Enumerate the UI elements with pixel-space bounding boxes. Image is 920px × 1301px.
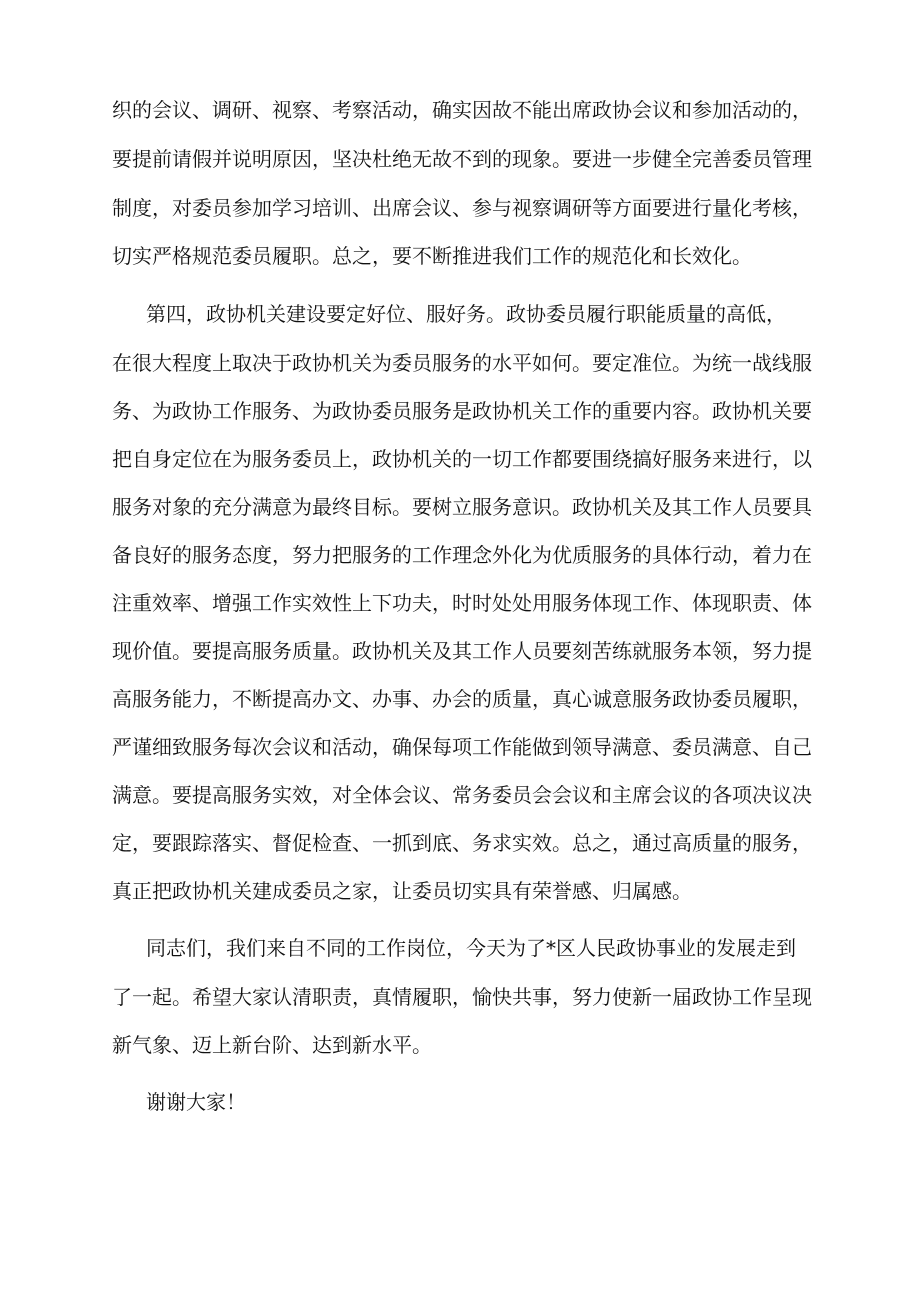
text-line: 织的会议、调研、视察、考察活动，确实因故不能出席政协会议和参加活动的， bbox=[112, 98, 812, 122]
text-line: 要提前请假并说明原因，坚决杜绝无故不到的现象。要进一步健全完善委员管理 bbox=[112, 147, 812, 171]
text-line: 满意。要提高服务实效，对全体会议、常务委员会会议和主席会议的各项决议决 bbox=[112, 783, 812, 807]
text-line: 高服务能力，不断提高办文、办事、办会的质量，真心诚意服务政协委员履职， bbox=[112, 687, 812, 711]
text-line: 新气象、迈上新台阶、达到新水平。 bbox=[112, 1033, 432, 1057]
text-line: 同志们，我们来自不同的工作岗位，今天为了*区人民政协事业的发展走到 bbox=[146, 936, 796, 960]
text-line: 注重效率、增强工作实效性上下功夫，时时处处用服务体现工作、体现职责、体 bbox=[112, 591, 812, 615]
text-line: 备良好的服务态度，努力把服务的工作理念外化为优质服务的具体行动，着力在 bbox=[112, 543, 812, 567]
closing-line: 谢谢大家！ bbox=[146, 1090, 246, 1114]
text-line: 定，要跟踪落实、督促检查、一抓到底、务求实效。总之，通过高质量的服务， bbox=[112, 831, 812, 855]
text-line: 现价值。要提高服务质量。政协机关及其工作人员要刻苦练就服务本领，努力提 bbox=[112, 639, 812, 663]
text-line: 了一起。希望大家认清职责，真情履职，愉快共事，努力使新一届政协工作呈现 bbox=[112, 985, 812, 1009]
text-line: 把自身定位在为服务委员上，政协机关的一切工作都要围绕搞好服务来进行，以 bbox=[112, 447, 812, 471]
text-line: 第四，政协机关建设要定好位、服好务。政协委员履行职能质量的高低， bbox=[146, 302, 786, 326]
text-line: 严谨细致服务每次会议和活动，确保每项工作能做到领导满意、委员满意、自己 bbox=[112, 735, 812, 759]
text-line: 切实严格规范委员履职。总之，要不断推进我们工作的规范化和长效化。 bbox=[112, 244, 752, 268]
text-line: 制度，对委员参加学习培训、出席会议、参与视察调研等方面要进行量化考核， bbox=[112, 196, 812, 220]
text-line: 真正把政协机关建成委员之家，让委员切实具有荣誉感、归属感。 bbox=[112, 879, 692, 903]
text-line: 在很大程度上取决于政协机关为委员服务的水平如何。要定准位。为统一战线服 bbox=[112, 351, 812, 375]
text-line: 服务对象的充分满意为最终目标。要树立服务意识。政协机关及其工作人员要具 bbox=[112, 495, 812, 519]
text-line: 务、为政协工作服务、为政协委员服务是政协机关工作的重要内容。政协机关要 bbox=[112, 399, 812, 423]
